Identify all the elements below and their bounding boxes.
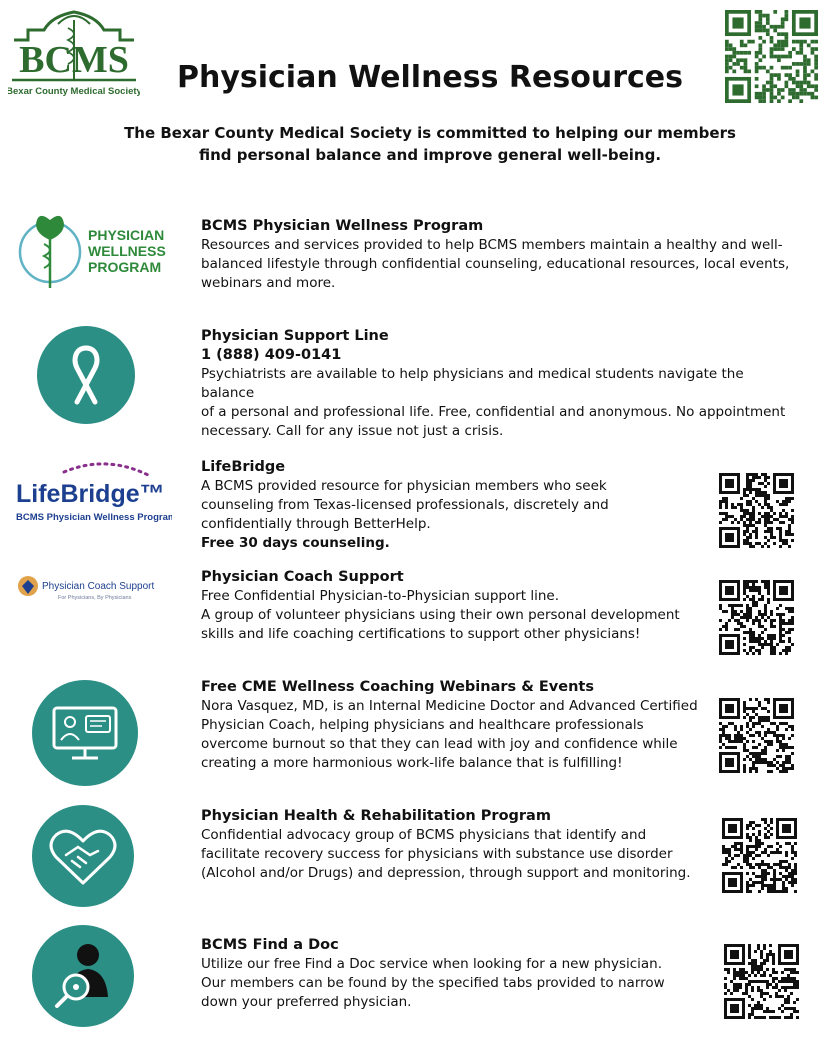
qr-code-icon	[719, 698, 794, 773]
qr-code-icon	[725, 10, 818, 103]
qr-code-icon	[722, 818, 797, 893]
section-line: Our members can be found by the specified tabs provided to narrow	[201, 975, 665, 991]
section-title: LifeBridge	[201, 459, 286, 475]
coach-logo-caption: For Physicians, By Physicians	[58, 595, 132, 601]
section-title: Free CME Wellness Coaching Webinars & Events	[201, 679, 594, 695]
section-line: facilitate recovery success for physicians with substance use disorder	[201, 846, 673, 862]
section-line: Nora Vasquez, MD, is an Internal Medicine Doctor and Advanced Certified	[201, 698, 698, 714]
qr-code-icon	[719, 580, 794, 655]
physician-wellness-program-logo	[18, 210, 178, 292]
support-phone-link[interactable]: 1 (888) 409-0141	[201, 347, 342, 363]
section-title: Physician Coach Support	[201, 569, 404, 585]
section-line: creating a more harmonious work-life balance that is fulfilling!	[201, 755, 623, 771]
section-line: Resources and services provided to help BCMS members maintain a healthy and well-	[201, 237, 783, 253]
section-line: Confidential advocacy group of BCMS physicians that identify and	[201, 827, 647, 843]
intro-line: The Bexar County Medical Society is committed to helping our members	[124, 124, 736, 142]
section-lifebridge	[201, 458, 701, 553]
section-line: confidentially through BetterHelp.	[201, 516, 431, 532]
qr-code-icon	[724, 944, 799, 1019]
find-doctor-icon	[32, 925, 134, 1027]
section-line: counseling from Texas-licensed professionals, discretely and	[201, 497, 609, 513]
webinar-monitor-icon	[32, 680, 138, 786]
section-coach-support	[201, 568, 701, 644]
section-find-a-doc	[201, 936, 711, 1012]
section-line: webinars and more.	[201, 275, 336, 291]
section-support-line	[201, 327, 801, 441]
physician-coach-support-logo	[14, 572, 174, 604]
program-logo-line: WELLNESS	[88, 243, 166, 259]
section-cme-webinars	[201, 678, 711, 773]
ribbon-icon	[37, 326, 135, 424]
section-line: (Alcohol and/or Drugs) and depression, through support and monitoring.	[201, 865, 691, 881]
section-title: BCMS Physician Wellness Program	[201, 218, 484, 234]
page-title: Physician Wellness Resources	[176, 60, 683, 95]
section-line: of a personal and professional life. Free, confidential and anonymous. No appointment	[201, 404, 786, 420]
section-line: skills and life coaching certifications to support other physicians!	[201, 626, 641, 642]
bcms-logo	[8, 6, 140, 102]
section-title: Physician Support Line	[201, 328, 389, 344]
section-emphasis: Free 30 days counseling.	[201, 535, 390, 551]
section-wellness-program	[201, 217, 801, 293]
program-logo-line: PHYSICIAN	[88, 227, 165, 243]
section-line: Psychiatrists are available to help physicians and medical students navigate the balance	[201, 366, 744, 401]
section-title: BCMS Find a Doc	[201, 937, 339, 953]
lifebridge-caption: BCMS Physician Wellness Program	[16, 512, 172, 523]
section-line: overcome burnout so that they can lead with joy and confidence while	[201, 736, 678, 752]
section-line: A group of volunteer physicians using their own personal development	[201, 607, 680, 623]
intro-text	[120, 122, 740, 166]
section-health-rehab	[201, 807, 711, 883]
intro-line: find personal balance and improve general well-being.	[198, 146, 662, 164]
section-title: Physician Health & Rehabilitation Program	[201, 808, 551, 824]
section-line: Physician Coach, helping physicians and healthcare professionals	[201, 717, 644, 733]
lifebridge-wordmark: LifeBridge™	[16, 480, 165, 508]
lifebridge-logo	[12, 458, 172, 524]
section-line: A BCMS provided resource for physician members who seek	[201, 478, 607, 494]
section-line: necessary. Call for any issue not just a crisis.	[201, 423, 504, 439]
program-logo-line: PROGRAM	[88, 259, 162, 275]
section-line: Utilize our free Find a Doc service when looking for a new physician.	[201, 956, 663, 972]
logo-wordmark: BCMS	[19, 39, 129, 81]
coach-logo-text: Physician Coach Support	[42, 581, 155, 592]
logo-caption: Bexar County Medical Society	[8, 86, 140, 97]
qr-code-icon	[719, 473, 794, 548]
section-line: down your preferred physician.	[201, 994, 412, 1010]
section-line: balanced lifestyle through confidential counseling, educational resources, local events,	[201, 256, 790, 272]
section-line: Free Confidential Physician-to-Physician support line.	[201, 588, 560, 604]
heart-handshake-icon	[32, 805, 134, 907]
